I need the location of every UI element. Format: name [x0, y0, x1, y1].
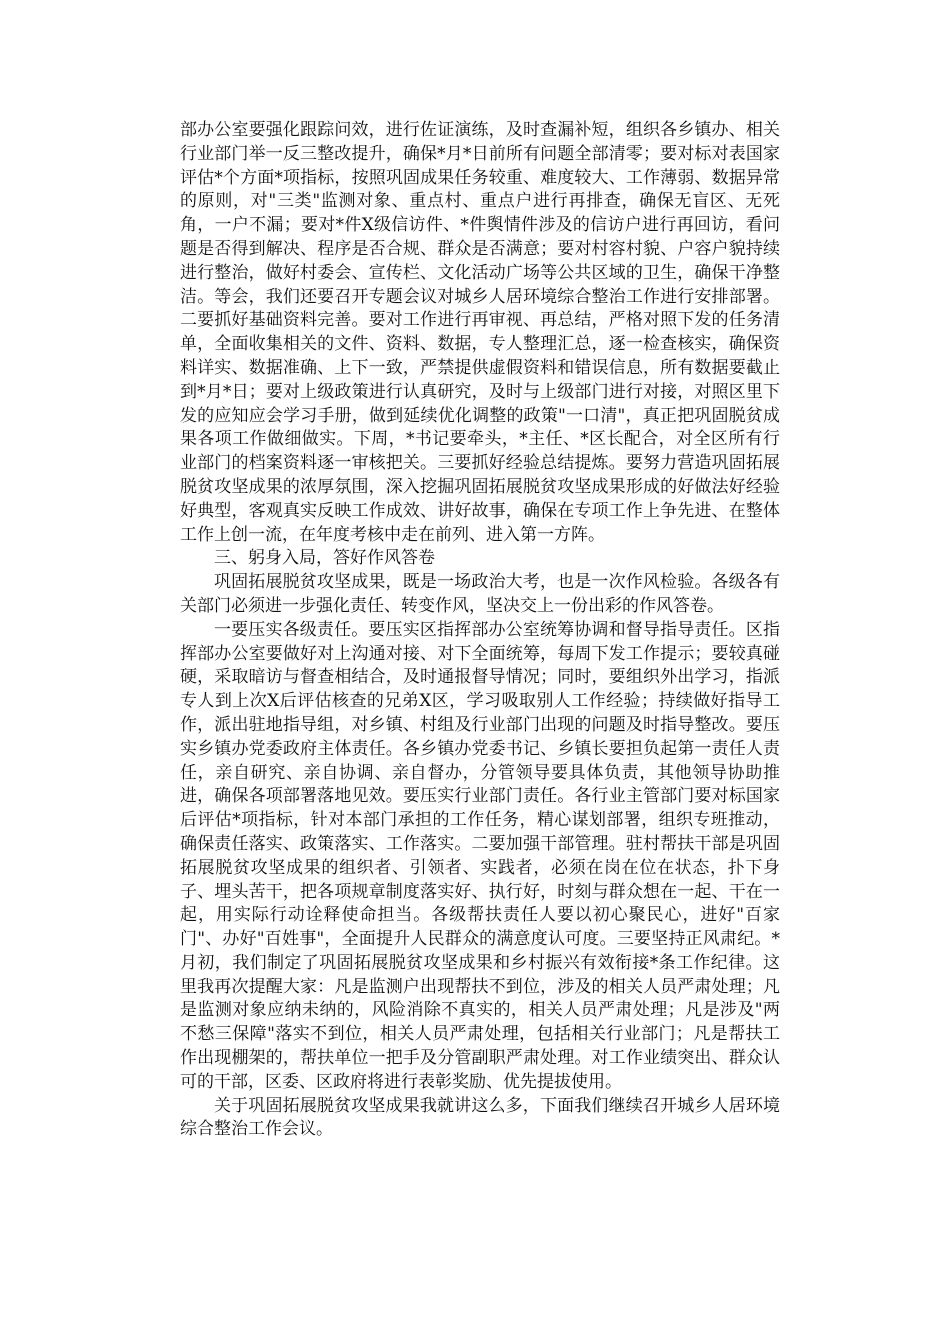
- paragraph-closing: 关于巩固拓展脱贫攻坚成果我就讲这么多，下面我们继续召开城乡人居环境综合整治工作会议。: [180, 1095, 780, 1140]
- paragraph-intro: 巩固拓展脱贫攻坚成果，既是一场政治大考，也是一次作风检验。各级各有关部门必须进一步强化责任、转变作风，坚决交上一份出彩的作风答卷。: [180, 572, 780, 616]
- paragraph-responsibilities: 一要压实各级责任。要压实区指挥部办公室统筹协调和督导指导责任。区指挥部办公室要做好对上沟通对接、对下全面统筹，每周下发工作提示；要较真碰硬，采取暗访与督查相结合，及时通报督导情况；同时，要组织外出学习，指派专人到上次X后评估核查的兄弟X区，学习吸取别人工作经验；持续做好指导工作，派出驻地指导组，对乡镇、村组及行业部门出现的问题及时指导整改。要压实乡镇办党委政府主体责任。各乡镇办党委书记、乡镇长要担负起第一责任人责任，亲自研究、亲自协调、亲自督办，分管领导要具体负责，其他领导协助推进，确保各项部署落地见效。要压实行业部门责任。各行业主管部门要对标国家后评估*项指标，针对本部门承担的工作任务，精心谋划部署，组织专班推动，确保责任落实、政策落实、工作落实。二要加强干部管理。驻村帮扶干部是巩固拓展脱贫攻坚成果的组织者、引领者、实践者，必须在岗在位在状态，扑下身子、埋头苦干，把各项规章制度落实好、执行好，时刻与群众想在一起、干在一起，用实际行动诠释使命担当。各级帮扶责任人要以初心聚民心，进好"百家门"、办好"百姓事"，全面提升人民群众的满意度认可度。三要坚持正风肃纪。*月初，我们制定了巩固拓展脱贫攻坚成果和乡村振兴有效衔接*条工作纪律。这里我再次提醒大家：凡是监测户出现帮扶不到位，涉及的相关人员严肃处理；凡是监测对象应纳未纳的，风险消除不真实的，相关人员严肃处理；凡是涉及"两不愁三保障"落实不到位，相关人员严肃处理，包括相关行业部门；凡是帮扶工作出现棚架的，帮扶单位一把手及分管副职严肃处理。对工作业绩突出、群众认可的干部，区委、区政府将进行表彰奖励、优先提拔使用。: [180, 619, 780, 1092]
- section-heading: 三、躬身入局，答好作风答卷: [214, 548, 435, 569]
- document-body: [180, 119, 780, 1142]
- paragraph-continuation: 部办公室要强化跟踪问效，进行佐证演练，及时查漏补短，组织各乡镇办、相关行业部门举一反三整改提升，确保*月*日前所有问题全部清零；要对标对表国家评估*个方面*项指标，按照巩固成果任务较重、难度较大、工作薄弱、数据异常的原则，对"三类"监测对象、重点村、重点户进行再排查，确保无盲区、无死角，一户不漏；要对*件X级信访件、*件舆情件涉及的信访户进行再回访，看问题是否得到解决、程序是否合规、群众是否满意；要对村容村貌、户容户貌持续进行整治，做好村委会、宣传栏、文化活动广场等公共区域的卫生，确保干净整洁。等会，我们还要召开专题会议对城乡人居环境综合整治工作进行安排部署。二要抓好基础资料完善。要对工作进行再审视、再总结，严格对照下发的任务清单，全面收集相关的文件、资料、数据，专人整理汇总，逐一检查核实，确保资料详实、数据准确、上下一致，严禁提供虚假资料和错误信息，所有数据要截止到*月*日；要对上级政策进行认真研究，及时与上级部门进行对接，对照区里下发的应知应会学习手册，做到延续优化调整的政策"一口清"，真正把巩固脱贫成果各项工作做细做实。下周，*书记要牵头，*主任、*区长配合，对全区所有行业部门的档案资料逐一审核把关。三要抓好经验总结提炼。要努力营造巩固拓展脱贫攻坚成果的浓厚氛围，深入挖掘巩固拓展脱贫攻坚成果形成的好做法好经验好典型，客观真实反映工作成效、讲好故事，确保在专项工作上争先进、在整体工作上创一流，在年度考核中走在前列、进入第一方阵。: [180, 120, 780, 545]
